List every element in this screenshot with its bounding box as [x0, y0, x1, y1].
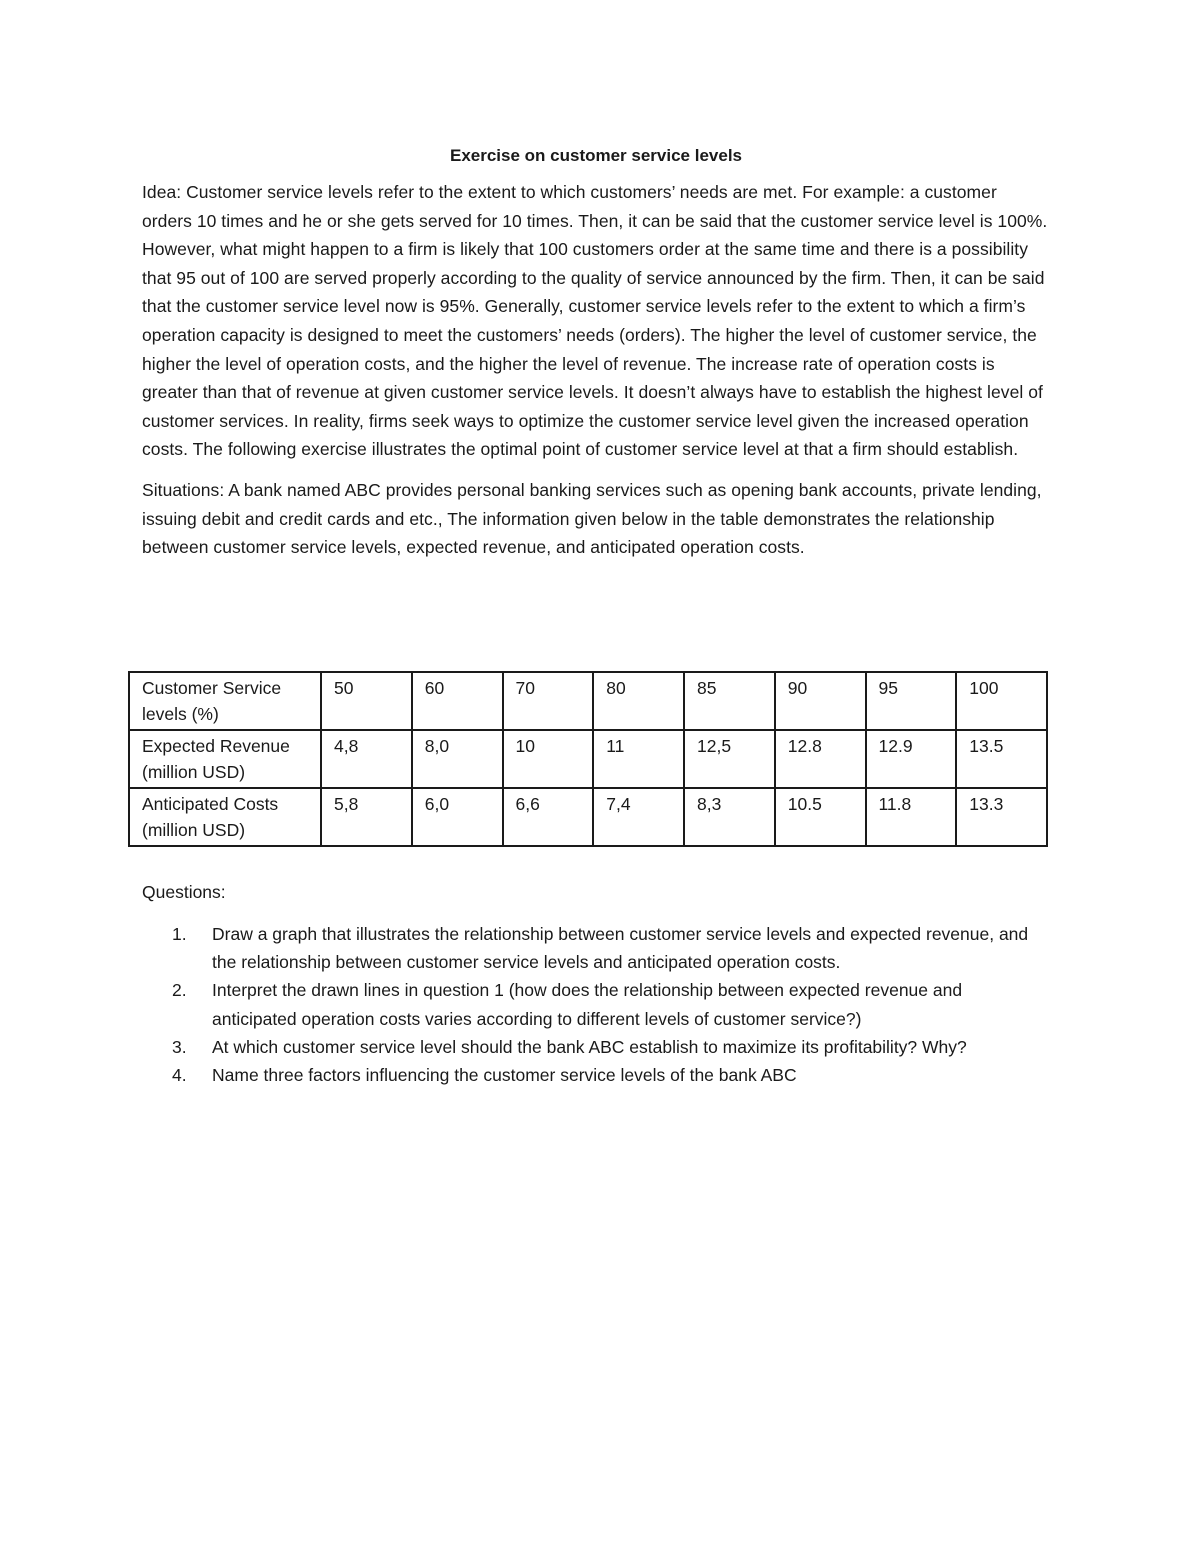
table-cell: 10: [503, 730, 594, 788]
table-cell: 13.3: [956, 788, 1047, 846]
table-cell: 13.5: [956, 730, 1047, 788]
data-table-container: [128, 671, 1048, 847]
questions-heading: Questions:: [142, 882, 226, 902]
list-item: [142, 1033, 1050, 1061]
table-cell: 4,8: [321, 730, 412, 788]
list-number: 2.: [172, 980, 187, 1001]
question-text: Interpret the drawn lines in question 1 (how does the relationship between expected revenue and anticipated operation costs varies according to different levels of customer service?): [212, 980, 963, 1029]
question-text: Name three factors influencing the customer service levels of the bank ABC: [212, 1065, 797, 1086]
data-table: [128, 671, 1048, 847]
idea-paragraph: Idea: Customer service levels refer to the extent to which customers’ needs are met. For example: a customer orders 10 times and he or she gets served for 10 times. Then, it can be said that the customer service level is 100%. However, what might happen to a firm is likely that 100 customers order at the same time and there is a possibility that 95 out of 100 are served properly according to the quality of service announced by the firm. Then, it can be said that the customer service level now is 95%. Generally, customer service levels refer to the extent to which a firm’s operation capacity is designed to meet the customers’ needs (orders). The higher the level of customer service, the higher the level of operation costs, and the higher the level of revenue. The increase rate of operation costs is greater than that of revenue at given customer service levels. It doesn’t always have to establish the highest level of customer services. In reality, firms seek ways to optimize the customer service level given the increased operation costs. The following exercise illustrates the optimal point of customer service level at that a firm should establish.: [142, 182, 1048, 460]
question-text: Draw a graph that illustrates the relationship between customer service levels and expected revenue, and the relationship between customer service levels and anticipated operation costs.: [212, 924, 1029, 973]
table-row: [129, 672, 1047, 730]
table-cell: 12.8: [775, 730, 866, 788]
table-cell: 12.9: [866, 730, 957, 788]
table-cell: 100: [956, 672, 1047, 730]
table-cell: 90: [775, 672, 866, 730]
table-cell: 12,5: [684, 730, 775, 788]
table-cell: 50: [321, 672, 412, 730]
table-cell: 5,8: [321, 788, 412, 846]
document-body: [142, 140, 1050, 574]
table-cell: 10.5: [775, 788, 866, 846]
table-cell: 11: [593, 730, 684, 788]
table-cell: 95: [866, 672, 957, 730]
table-cell: 6,0: [412, 788, 503, 846]
list-number: 1.: [172, 924, 187, 944]
table-cell: 80: [593, 672, 684, 730]
list-number: 3.: [172, 1036, 187, 1057]
page-title: Exercise on customer service levels: [449, 146, 742, 165]
table-cell: 8,0: [412, 730, 503, 788]
question-text: At which customer service level should the bank ABC establish to maximize its profitability? Why?: [212, 1036, 967, 1057]
table-cell: 85: [684, 672, 775, 730]
table-cell: 8,3: [684, 788, 775, 846]
table-cell: 6,6: [503, 788, 594, 846]
list-item: [142, 1061, 1050, 1089]
table-cell: 11.8: [866, 788, 957, 846]
table-cell: 70: [503, 672, 594, 730]
table-cell: 7,4: [593, 788, 684, 846]
situation-paragraph: Situations: A bank named ABC provides personal banking services such as opening bank accounts, private lending, issuing debit and credit cards and etc., The information given below in the table demonstrates the relationship between customer service levels, expected revenue, and anticipated operation costs.: [142, 479, 1042, 558]
questions-section: [142, 878, 1050, 1089]
table-row: [129, 788, 1047, 846]
list-number: 4.: [172, 1065, 187, 1086]
row-header: Expected Revenue (million USD): [129, 730, 321, 788]
table-cell: 60: [412, 672, 503, 730]
list-item: [142, 920, 1050, 976]
questions-list: [142, 920, 1050, 1089]
row-header: Customer Service levels (%): [129, 672, 321, 730]
list-item: [142, 976, 1050, 1032]
row-header: Anticipated Costs (million USD): [129, 788, 321, 846]
table-row: [129, 730, 1047, 788]
